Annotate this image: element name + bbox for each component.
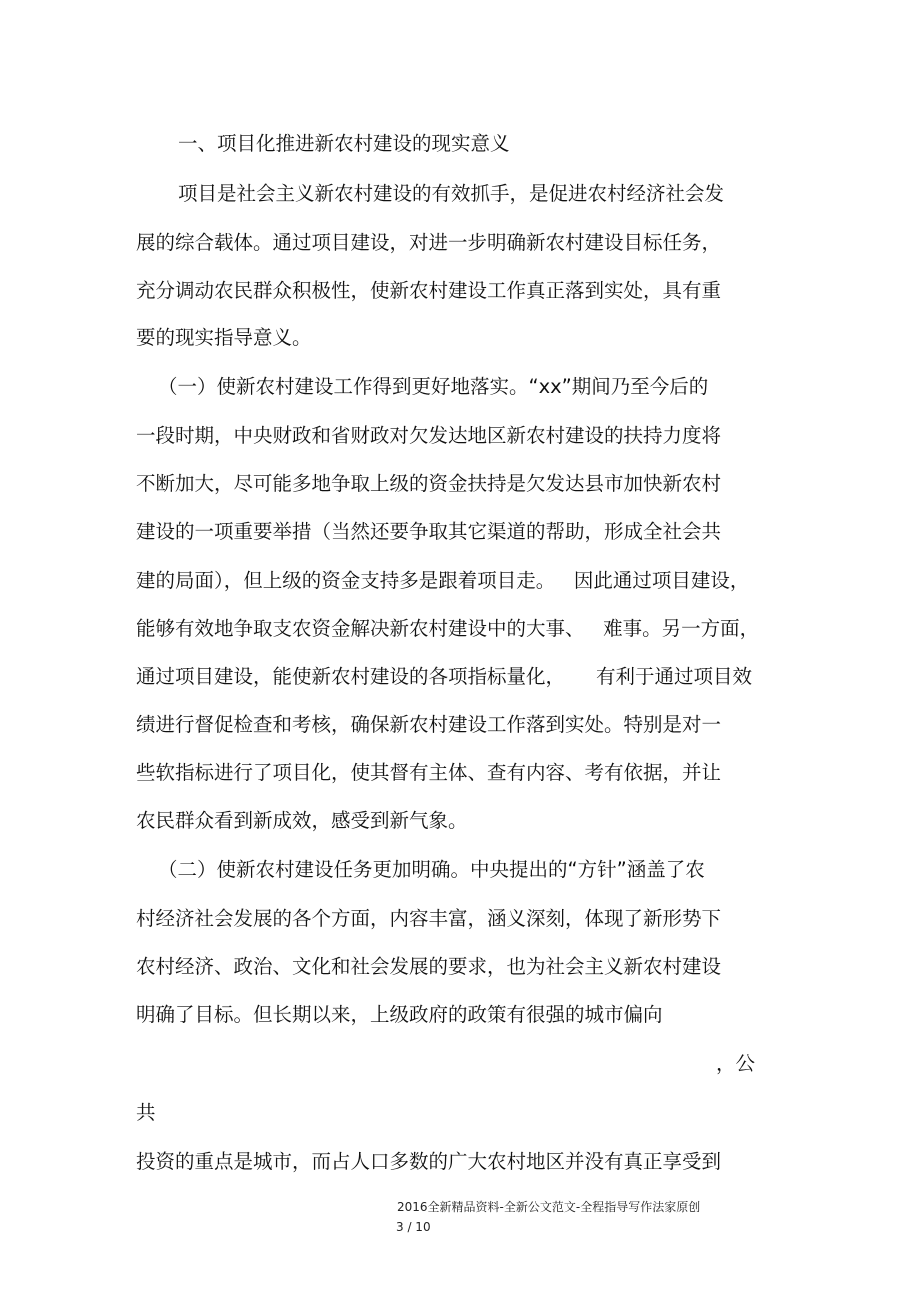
page-number: 3 / 10 [396,1220,431,1234]
section-heading: 一、项目化推进新农村建设的现实意义 [178,132,510,155]
footer-tagline: 2016全新精品资料-全新公文范文-全程指导写作法家原创 [397,1200,701,1214]
body-line: 项目是社会主义新农村建设的有效抓手，是促进农村经济社会发 [178,182,725,205]
body-line: 能够有效地争取支农资金解决新农村建设中的大事、 难事。另一方面， [136,617,760,640]
body-line: 充分调动农民群众积极性，使新农村建设工作真正落到实处，具有重 [136,279,722,302]
body-line: 投资的重点是城市，而占人口多数的广大农村地区并没有真正享受到 [136,1150,722,1173]
body-line: 明确了目标。但长期以来，上级政府的政策有很强的城市偏向 [136,1003,663,1026]
body-line: （一）使新农村建设工作得到更好地落实。“xx”期间乃至今后的 [158,375,709,398]
body-line: 些软指标进行了项目化，使其督有主体、查有内容、考有依据，并让 [136,761,722,784]
body-line: 共 [136,1101,156,1124]
body-line: 不断加大，尽可能多地争取上级的资金扶持是欠发达县市加快新农村 [136,472,722,495]
body-line: 要的现实指导意义。 [136,326,312,349]
body-line: 建的局面），但上级的资金支持多是跟着项目走。 因此通过项目建设， [136,569,750,592]
body-line: 通过项目建设，能使新农村建设的各项指标量化， 有利于通过项目效 [136,665,752,688]
body-line: 绩进行督促检查和考核，确保新农村建设工作落到实处。特别是对一 [136,713,722,736]
body-line: 一段时期，中央财政和省财政对欠发达地区新农村建设的扶持力度将 [136,424,722,447]
body-line: 建设的一项重要举措（当然还要争取其它渠道的帮助，形成全社会共 [136,520,722,543]
body-line: 农民群众看到新成效，感受到新气象。 [136,809,468,832]
body-line: （二）使新农村建设任务更加明确。中央提出的“方针”涵盖了农 [158,858,705,881]
body-line: 村经济社会发展的各个方面，内容丰富，涵义深刻，体现了新形势下 [136,907,722,930]
body-line: ，公 [716,1052,756,1075]
body-line: 展的综合载体。通过项目建设，对进一步明确新农村建设目标任务， [136,231,722,254]
body-line: 农村经济、政治、文化和社会发展的要求，也为社会主义新农村建设 [136,955,722,978]
